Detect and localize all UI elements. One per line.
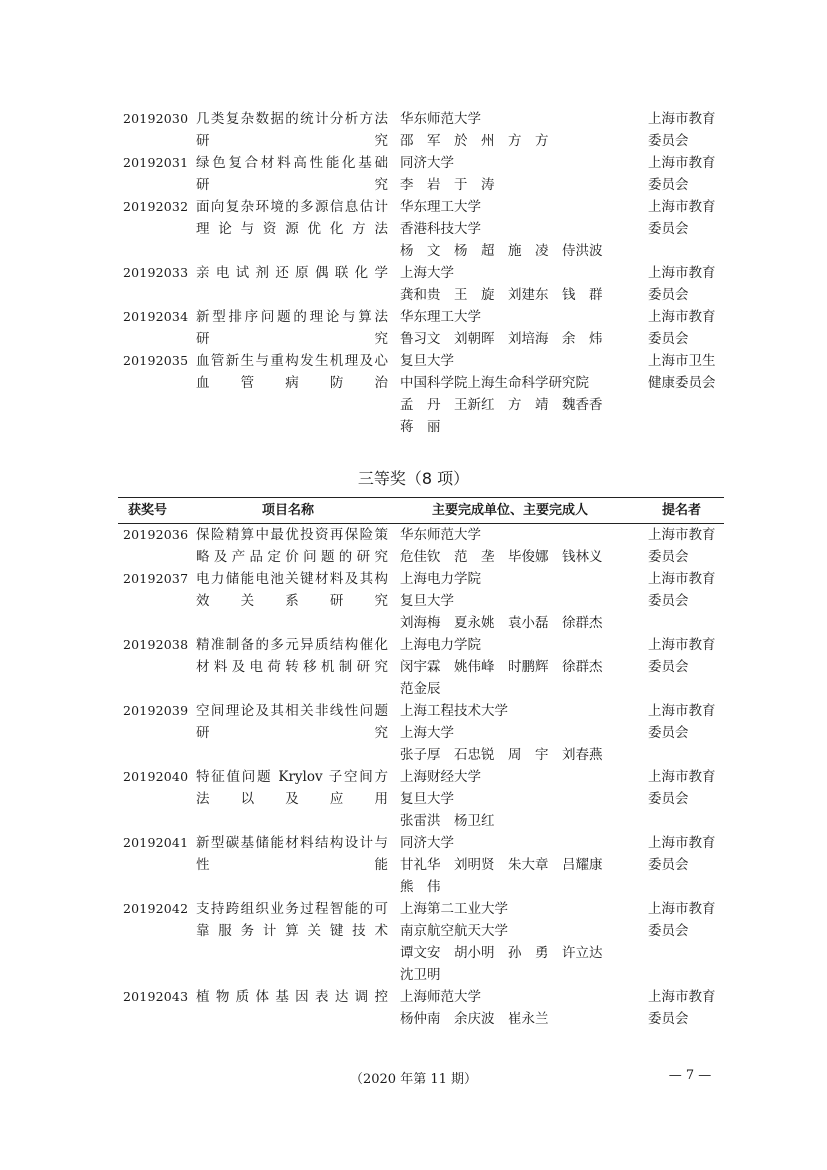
nominator-line: 上海市教育 — [648, 199, 716, 215]
project-title — [196, 568, 388, 612]
project-title-line: 法以及应用 — [196, 791, 388, 807]
unit-or-people-line: 上海大学 — [400, 265, 454, 281]
unit-or-people-line: 上海大学 — [400, 725, 454, 741]
nominator — [648, 350, 722, 394]
units-and-people — [400, 700, 626, 766]
table-row — [0, 306, 827, 350]
unit-or-people-line: 上海师范大学 — [400, 989, 481, 1005]
unit-or-people-line: 上海工程技术大学 — [400, 703, 508, 719]
nominator-line: 委员会 — [648, 725, 689, 741]
project-title-line: 绿色复合材料高性能化基础 — [196, 155, 388, 171]
unit-or-people-line: 范金辰 — [400, 681, 441, 697]
nominator — [648, 524, 722, 568]
table-row — [0, 108, 827, 152]
project-title — [196, 898, 388, 942]
units-and-people — [400, 524, 626, 568]
nominator-line: 委员会 — [648, 221, 689, 237]
nominator — [648, 568, 722, 612]
nominator — [648, 634, 722, 678]
award-number: 20192034 — [123, 309, 189, 324]
nominator-line: 上海市教育 — [648, 155, 716, 171]
project-title — [196, 108, 388, 152]
unit-or-people-line: 孟 丹 王新红 方 靖 魏香香 — [400, 397, 603, 413]
project-title-line: 几类复杂数据的统计分析方法 — [196, 111, 388, 127]
project-title — [196, 700, 388, 744]
nominator-line: 上海市教育 — [648, 703, 716, 719]
project-title-line: 新型排序问题的理论与算法 — [196, 309, 388, 325]
table-header-row — [0, 500, 827, 522]
table-row — [0, 832, 827, 898]
table-row — [0, 196, 827, 262]
award-number: 20192042 — [123, 901, 189, 916]
project-title-line: 理论与资源优化方法 — [196, 221, 388, 237]
project-title-line: 效关系研究 — [196, 593, 388, 609]
project-title-line: 材料及电荷转移机制研究 — [196, 659, 388, 675]
unit-or-people-line: 杨 文 杨 超 施 凌 侍洪波 — [400, 243, 603, 259]
units-and-people — [400, 634, 626, 700]
project-title — [196, 306, 388, 350]
nominator-line: 委员会 — [648, 923, 689, 939]
unit-or-people-line: 张子厚 石忠锐 周 宇 刘春燕 — [400, 747, 603, 763]
unit-or-people-line: 上海电力学院 — [400, 571, 481, 587]
unit-or-people-line: 邵 军 於 州 方 方 — [400, 133, 549, 149]
award-number: 20192039 — [123, 703, 189, 718]
project-title-line: 保险精算中最优投资再保险策 — [196, 527, 388, 543]
project-title-line: 空间理论及其相关非线性问题 — [196, 703, 388, 719]
project-title-line: 略及产品定价问题的研究 — [196, 549, 388, 565]
units-and-people — [400, 306, 626, 350]
unit-or-people-line: 龚和贵 王 旋 刘建东 钱 群 — [400, 287, 603, 303]
nominator-line: 委员会 — [648, 791, 689, 807]
header-units-people: 主要完成单位、主要完成人 — [432, 503, 589, 518]
project-title-line: 电力储能电池关键材料及其构 — [196, 571, 388, 587]
nominator — [648, 832, 722, 876]
table-row — [0, 700, 827, 766]
table-row — [0, 634, 827, 700]
table-row — [0, 350, 827, 438]
project-title — [196, 152, 388, 196]
table-row — [0, 986, 827, 1030]
nominator-line: 委员会 — [648, 331, 689, 347]
nominator — [648, 766, 722, 810]
table-row — [0, 766, 827, 832]
table-row — [0, 524, 827, 568]
header-project-name: 项目名称 — [262, 503, 315, 518]
header-nominator: 提名者 — [662, 503, 702, 518]
unit-or-people-line: 杨仲南 余庆波 崔永兰 — [400, 1011, 549, 1027]
project-title-line: 亲电试剂还原偶联化学 — [196, 265, 388, 281]
project-title-line: 血管新生与重构发生机理及心 — [196, 353, 388, 369]
unit-or-people-line: 同济大学 — [400, 835, 454, 851]
units-and-people — [400, 108, 626, 152]
units-and-people — [400, 350, 626, 438]
footer-page-number: — 7 — — [668, 1068, 712, 1083]
unit-or-people-line: 闵宇霖 姚伟峰 时鹏辉 徐群杰 — [400, 659, 603, 675]
project-title-line: 新型碳基储能材料结构设计与 — [196, 835, 388, 851]
unit-or-people-line: 复旦大学 — [400, 353, 454, 369]
nominator — [648, 986, 722, 1030]
units-and-people — [400, 568, 626, 634]
nominator — [648, 700, 722, 744]
unit-or-people-line: 李 岩 于 涛 — [400, 177, 495, 193]
project-title-line: 支持跨组织业务过程智能的可 — [196, 901, 388, 917]
units-and-people — [400, 986, 626, 1030]
nominator-line: 上海市教育 — [648, 571, 716, 587]
table-row — [0, 262, 827, 306]
unit-or-people-line: 甘礼华 刘明贤 朱大章 吕耀康 — [400, 857, 603, 873]
project-title-line: 研究 — [196, 331, 388, 347]
nominator-line: 委员会 — [648, 593, 689, 609]
table-row — [0, 568, 827, 634]
nominator-line: 上海市教育 — [648, 265, 716, 281]
nominator-line: 委员会 — [648, 177, 689, 193]
nominator-line: 上海市教育 — [648, 835, 716, 851]
project-title-line: 植物质体基因表达调控 — [196, 989, 388, 1005]
nominator — [648, 306, 722, 350]
nominator-line: 上海市教育 — [648, 637, 716, 653]
unit-or-people-line: 鲁习文 刘朝晖 刘培海 余 炜 — [400, 331, 603, 347]
project-title — [196, 350, 388, 394]
units-and-people — [400, 152, 626, 196]
project-title — [196, 524, 388, 568]
award-number: 20192043 — [123, 989, 189, 1004]
unit-or-people-line: 谭文安 胡小明 孙 勇 许立达 — [400, 945, 603, 961]
nominator-line: 委员会 — [648, 857, 689, 873]
unit-or-people-line: 沈卫明 — [400, 967, 441, 983]
table-row — [0, 898, 827, 986]
award-number: 20192037 — [123, 571, 189, 586]
award-number: 20192035 — [123, 353, 189, 368]
project-title-line: 研究 — [196, 725, 388, 741]
project-title — [196, 832, 388, 876]
units-and-people — [400, 262, 626, 306]
project-title-line: 血管病防治 — [196, 375, 388, 391]
unit-or-people-line: 华东理工大学 — [400, 309, 481, 325]
nominator-line: 上海市卫生 — [648, 353, 716, 369]
award-number: 20192040 — [123, 769, 189, 784]
unit-or-people-line: 刘海梅 夏永姚 袁小磊 徐群杰 — [400, 615, 603, 631]
unit-or-people-line: 中国科学院上海生命科学研究院 — [400, 375, 589, 391]
units-and-people — [400, 766, 626, 832]
unit-or-people-line: 张雷洪 杨卫红 — [400, 813, 495, 829]
table-top-rule — [118, 497, 724, 498]
award-number: 20192038 — [123, 637, 189, 652]
award-table-continued — [0, 108, 827, 438]
nominator — [648, 262, 722, 306]
award-number: 20192030 — [123, 111, 189, 126]
award-number: 20192032 — [123, 199, 189, 214]
nominator — [648, 152, 722, 196]
project-title — [196, 634, 388, 678]
nominator-line: 委员会 — [648, 549, 689, 565]
project-title-line: 面向复杂环境的多源信息估计 — [196, 199, 388, 215]
nominator-line: 委员会 — [648, 133, 689, 149]
unit-or-people-line: 熊 伟 — [400, 879, 441, 895]
unit-or-people-line: 上海第二工业大学 — [400, 901, 508, 917]
nominator-line: 上海市教育 — [648, 901, 716, 917]
project-title — [196, 262, 388, 284]
nominator-line: 上海市教育 — [648, 309, 716, 325]
unit-or-people-line: 复旦大学 — [400, 593, 454, 609]
project-title — [196, 196, 388, 240]
award-number: 20192031 — [123, 155, 189, 170]
unit-or-people-line: 同济大学 — [400, 155, 454, 171]
project-title — [196, 986, 388, 1008]
nominator-line: 上海市教育 — [648, 989, 716, 1005]
project-title — [196, 766, 388, 810]
unit-or-people-line: 复旦大学 — [400, 791, 454, 807]
project-title-line: 研究 — [196, 177, 388, 193]
award-table-third-prize — [0, 524, 827, 1030]
nominator-line: 委员会 — [648, 287, 689, 303]
nominator-line: 上海市教育 — [648, 769, 716, 785]
header-award-number: 获奖号 — [128, 503, 168, 518]
unit-or-people-line: 危佳钦 范 垄 毕俊娜 钱林义 — [400, 549, 603, 565]
nominator — [648, 108, 722, 152]
unit-or-people-line: 华东师范大学 — [400, 527, 481, 543]
project-title-line: 研究 — [196, 133, 388, 149]
unit-or-people-line: 蒋 丽 — [400, 419, 441, 435]
award-number: 20192036 — [123, 527, 189, 542]
section-heading-third-prize: 三等奖（8 项） — [357, 469, 470, 488]
project-title-line: 特征值问题 Krylov 子空间方 — [196, 769, 388, 785]
nominator-line: 健康委员会 — [648, 375, 716, 391]
nominator-line: 委员会 — [648, 1011, 689, 1027]
nominator-line: 上海市教育 — [648, 111, 716, 127]
award-number: 20192041 — [123, 835, 189, 850]
unit-or-people-line: 上海电力学院 — [400, 637, 481, 653]
units-and-people — [400, 832, 626, 898]
project-title-line: 精准制备的多元异质结构催化 — [196, 637, 388, 653]
nominator-line: 上海市教育 — [648, 527, 716, 543]
nominator — [648, 196, 722, 240]
table-row — [0, 152, 827, 196]
footer-issue: （2020 年第 11 期） — [349, 1072, 478, 1087]
units-and-people — [400, 898, 626, 986]
nominator — [648, 898, 722, 942]
unit-or-people-line: 香港科技大学 — [400, 221, 481, 237]
unit-or-people-line: 华东师范大学 — [400, 111, 481, 127]
unit-or-people-line: 华东理工大学 — [400, 199, 481, 215]
project-title-line: 靠服务计算关键技术 — [196, 923, 388, 939]
project-title-line: 性能 — [196, 857, 388, 873]
unit-or-people-line: 上海财经大学 — [400, 769, 481, 785]
unit-or-people-line: 南京航空航天大学 — [400, 923, 508, 939]
units-and-people — [400, 196, 626, 262]
nominator-line: 委员会 — [648, 659, 689, 675]
award-number: 20192033 — [123, 265, 189, 280]
